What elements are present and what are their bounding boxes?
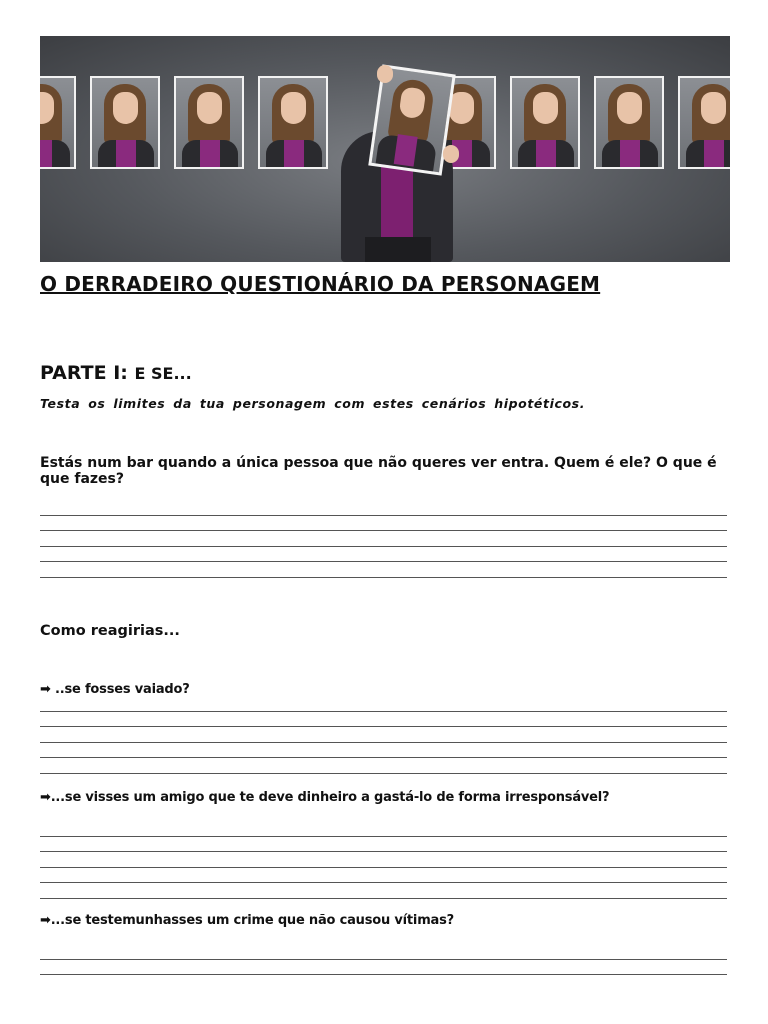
answer-line[interactable] <box>40 883 727 899</box>
answer-line[interactable] <box>40 696 727 712</box>
answer-line[interactable] <box>40 500 727 516</box>
answer-line[interactable] <box>40 868 727 884</box>
sub-question: ➡ ..se fosses vaiado? <box>40 682 190 697</box>
answer-line[interactable] <box>40 712 727 728</box>
answer-line[interactable] <box>40 821 727 837</box>
banner-photo-frame <box>90 76 160 169</box>
answer-lines <box>40 696 727 774</box>
answer-lines <box>40 500 727 578</box>
answer-line[interactable] <box>40 531 727 547</box>
sub-question: ➡...se testemunhasses um crime que não causou vítimas? <box>40 913 454 928</box>
banner-photo-frame <box>678 76 730 169</box>
answer-lines <box>40 944 727 975</box>
banner-photo-frame <box>594 76 664 169</box>
part-label: PARTE I: <box>40 362 128 384</box>
answer-line[interactable] <box>40 562 727 578</box>
photo-banner <box>40 36 730 262</box>
sub-question: ➡...se visses um amigo que te deve dinheiro a gastá-lo de forma irresponsável? <box>40 790 610 805</box>
answer-line[interactable] <box>40 837 727 853</box>
answer-line[interactable] <box>40 727 727 743</box>
answer-line[interactable] <box>40 516 727 532</box>
part-intro: Testa os limites da tua personagem com estes cenários hipotéticos. <box>40 396 586 411</box>
answer-line[interactable] <box>40 758 727 774</box>
banner-photo-frame <box>40 76 76 169</box>
answer-line[interactable] <box>40 547 727 563</box>
banner-photo-frame <box>510 76 580 169</box>
answer-line[interactable] <box>40 852 727 868</box>
answer-lines <box>40 821 727 899</box>
question-text: Estás num bar quando a única pessoa que não queres ver entra. Quem é ele? O que é que fazes? <box>40 455 717 487</box>
banner-photo-frame <box>258 76 328 169</box>
document-title: O DERRADEIRO QUESTIONÁRIO DA PERSONAGEM <box>40 272 601 296</box>
banner-photo-frame <box>174 76 244 169</box>
woman-holding-photo <box>335 91 460 262</box>
answer-line[interactable] <box>40 743 727 759</box>
answer-line[interactable] <box>40 944 727 960</box>
part-heading <box>40 362 192 384</box>
section-prompt: Como reagirias... <box>40 623 180 639</box>
part-sublabel: E SE... <box>134 364 192 383</box>
answer-line[interactable] <box>40 960 727 976</box>
